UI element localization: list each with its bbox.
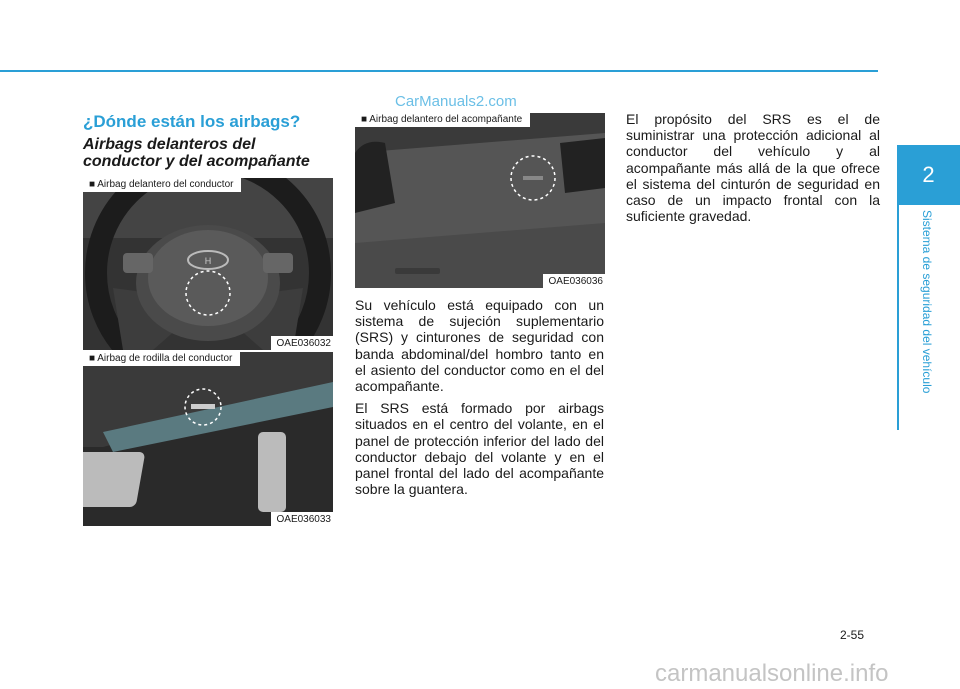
svg-text:H: H: [204, 256, 212, 266]
body-column-middle: [355, 297, 604, 503]
figure-knee-airbag: [83, 352, 333, 526]
footer-watermark[interactable]: carmanualsonline.info: [655, 660, 889, 687]
section-subheading: Airbags delanteros del conductor y del acompañante: [83, 136, 310, 170]
dashboard-illustration: [355, 113, 605, 288]
chapter-title: Sistema de seguridad del vehículo: [920, 210, 934, 394]
watermark-top[interactable]: CarManuals2.com: [395, 93, 517, 110]
figure-code-driver: OAE036032: [271, 336, 334, 350]
figure-code-passenger: OAE036036: [543, 274, 606, 288]
pedals-illustration: [83, 352, 333, 526]
figure-driver-airbag: [83, 178, 333, 350]
body-paragraph: El SRS está formado por airbags situados en el centro del volante, en el panel de protección inferior del lado del conductor debajo del volante y en el panel frontal del lado del acompañante sobre la guantera.: [355, 400, 604, 498]
section-heading: ¿Dónde están los airbags?: [83, 112, 301, 131]
body-paragraph: Su vehículo está equipado con un sistema de sujeción suplementario (SRS) y cinturones de seguridad con banda abdominal/del hombro tanto en el asiento del conductor como en el del acompañante.: [355, 297, 604, 395]
figure-passenger-airbag: [355, 113, 605, 288]
page-number: 2-55: [840, 628, 865, 642]
figure-label-driver: ■ Airbag delantero del conductor: [83, 178, 241, 192]
body-paragraph: El propósito del SRS es el de suministrar una protección adicional al conductor del vehículo y al acompañante más allá de la que ofrece el sistema del cinturón de seguridad en caso de un impacto frontal con la suficiente gravedad.: [626, 111, 880, 225]
figure-code-knee: OAE036033: [271, 512, 334, 526]
steering-wheel-illustration: [83, 178, 333, 350]
body-column-right: [626, 111, 880, 224]
chapter-tab: 2: [897, 145, 960, 205]
figure-label-passenger: ■ Airbag delantero del acompañante: [355, 113, 530, 127]
figure-label-knee: ■ Airbag de rodilla del conductor: [83, 352, 240, 366]
top-rule: [0, 70, 878, 72]
chapter-side-rule: [897, 205, 899, 430]
